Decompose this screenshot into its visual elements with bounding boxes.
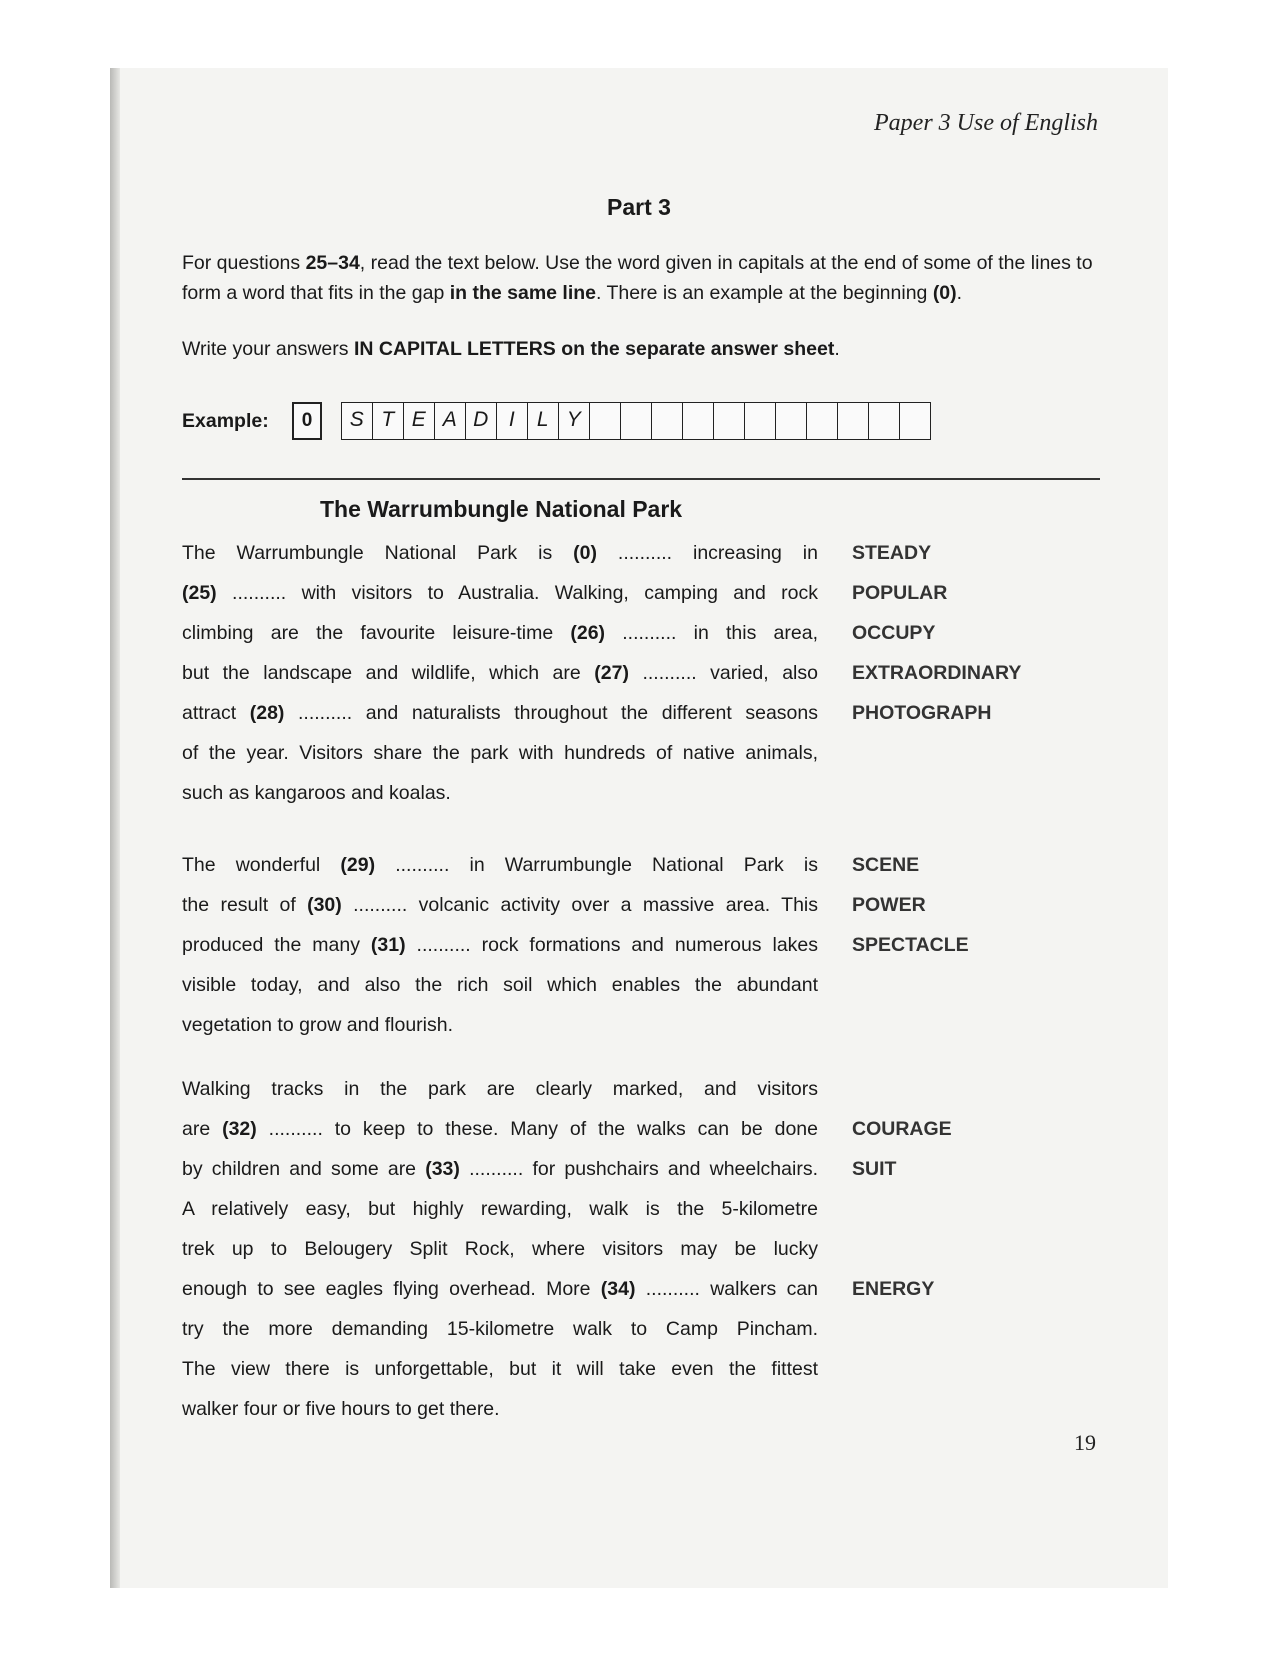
text-line bbox=[182, 578, 948, 618]
line-text bbox=[182, 1234, 818, 1264]
stem-word: OCCUPY bbox=[852, 622, 936, 644]
text-segment: .......... varied, also bbox=[628, 662, 818, 684]
example-number-box: 0 bbox=[292, 402, 322, 440]
text-segment: The Warrumbungle National Park is bbox=[182, 542, 574, 564]
text-segment: .......... rock formations and numerous lakes bbox=[405, 934, 819, 956]
text-segment: .......... and naturalists throughout the different seasons bbox=[284, 702, 818, 724]
text-segment: visible today, and also the rich soil which enables the abundant bbox=[182, 974, 818, 996]
example-letter-box bbox=[837, 402, 870, 440]
example-letter-box: T bbox=[372, 402, 405, 440]
text-segment: .......... walkers can bbox=[635, 1278, 819, 1300]
text-segment: of the year. Visitors share the park with hundreds of native animals, bbox=[182, 742, 818, 764]
text-segment: by children and some are bbox=[182, 1158, 426, 1180]
example-letter-box bbox=[713, 402, 746, 440]
example-letter-box bbox=[620, 402, 653, 440]
line-text bbox=[182, 930, 818, 960]
stem-word: STEADY bbox=[852, 542, 932, 564]
instructions-emphasis: 25–34 bbox=[305, 252, 360, 274]
text-segment: .......... increasing in bbox=[596, 542, 818, 564]
instructions bbox=[182, 248, 1102, 308]
text-line bbox=[182, 1354, 942, 1394]
text-title: The Warrumbungle National Park bbox=[320, 496, 683, 522]
text-segment: are bbox=[182, 1118, 223, 1140]
answers-note-emphasis: IN CAPITAL LETTERS on the separate answer sheet bbox=[353, 338, 835, 360]
instructions-text: , read the text below. Use the word given in capitals at the end of some of the lines to form a word that fits in the gap bbox=[182, 252, 1093, 304]
line-text bbox=[182, 738, 818, 768]
example-answer-boxes bbox=[342, 402, 931, 440]
paragraph-2 bbox=[182, 850, 969, 1050]
text-segment: .......... volcanic activity over a massive area. This bbox=[341, 894, 818, 916]
stem-word: SCENE bbox=[852, 854, 920, 876]
example-letter-box: E bbox=[403, 402, 436, 440]
text-segment: but the landscape and wildlife, which are bbox=[182, 662, 595, 684]
divider-line bbox=[182, 478, 1100, 480]
line-text bbox=[182, 538, 818, 568]
text-segment: such as kangaroos and koalas. bbox=[182, 782, 451, 804]
example-letter-box bbox=[651, 402, 684, 440]
answers-note-text: . bbox=[834, 338, 840, 360]
line-text bbox=[182, 578, 818, 608]
text-segment: walker four or five hours to get there. bbox=[182, 1398, 500, 1420]
gap-number: (0) bbox=[573, 542, 597, 564]
line-text bbox=[182, 778, 818, 808]
text-segment: attract bbox=[182, 702, 250, 724]
example-label: Example: bbox=[182, 410, 269, 432]
gap-number: (34) bbox=[600, 1278, 636, 1300]
text-line bbox=[182, 738, 942, 778]
stem-word: POPULAR bbox=[852, 582, 948, 604]
text-line bbox=[182, 658, 1022, 698]
text-line bbox=[182, 930, 969, 970]
example-letter-box bbox=[806, 402, 839, 440]
text-segment: the result of bbox=[182, 894, 308, 916]
text-segment: trek up to Belougery Split Rock, where visitors may be lucky bbox=[182, 1238, 818, 1260]
answers-note-text: Write your answers bbox=[182, 338, 354, 360]
text-segment: .......... to keep to these. Many of the walks can be done bbox=[256, 1118, 818, 1140]
paragraph-3 bbox=[182, 1074, 952, 1434]
stem-word: POWER bbox=[852, 894, 926, 916]
text-line bbox=[182, 1274, 942, 1314]
paragraph-1 bbox=[182, 538, 1022, 818]
gap-number: (28) bbox=[249, 702, 285, 724]
instructions-text: For questions bbox=[182, 252, 306, 274]
stem-word: EXTRAORDINARY bbox=[852, 662, 1022, 684]
stem-word: SPECTACLE bbox=[852, 934, 969, 956]
page-number: 19 bbox=[1074, 1430, 1096, 1455]
line-text bbox=[182, 1354, 818, 1384]
stem-word: ENERGY bbox=[852, 1278, 935, 1300]
text-line bbox=[182, 1154, 942, 1194]
line-text bbox=[182, 1154, 818, 1184]
text-line bbox=[182, 1394, 942, 1434]
gap-number: (32) bbox=[222, 1118, 257, 1140]
example-letter-box bbox=[775, 402, 808, 440]
gap-number: (26) bbox=[570, 622, 606, 644]
gap-number: (31) bbox=[370, 934, 406, 956]
text-segment: .......... in this area, bbox=[605, 622, 818, 644]
example-letter-box bbox=[589, 402, 622, 440]
page-edge-shadow bbox=[110, 68, 120, 1588]
text-line bbox=[182, 698, 992, 738]
example-letter-box bbox=[899, 402, 932, 440]
answers-note bbox=[182, 338, 1102, 361]
text-line bbox=[182, 618, 942, 658]
example-letter-box: D bbox=[465, 402, 498, 440]
part-title: Part 3 bbox=[607, 194, 671, 220]
text-segment: try the more demanding 15-kilometre walk to Camp Pincham. bbox=[182, 1318, 818, 1340]
example-letter-box: I bbox=[496, 402, 529, 440]
text-line bbox=[182, 1234, 942, 1274]
instructions-emphasis: in the same line bbox=[449, 282, 597, 304]
line-text bbox=[182, 1274, 818, 1304]
text-line bbox=[182, 890, 942, 930]
text-line bbox=[182, 778, 942, 818]
gap-number: (29) bbox=[340, 854, 376, 876]
instructions-emphasis: (0) bbox=[932, 282, 957, 304]
line-text bbox=[182, 1114, 818, 1144]
example-letter-box bbox=[744, 402, 777, 440]
exam-page bbox=[110, 68, 1168, 1588]
example-letter-box: L bbox=[527, 402, 560, 440]
text-segment: enough to see eagles flying overhead. More bbox=[182, 1278, 601, 1300]
text-segment: The wonderful bbox=[182, 854, 341, 876]
text-segment: produced the many bbox=[182, 934, 371, 956]
line-text bbox=[182, 658, 818, 688]
paper-header: Paper 3 Use of English bbox=[874, 110, 1098, 136]
gap-number: (27) bbox=[594, 662, 629, 684]
text-segment: Walking tracks in the park are clearly marked, and visitors bbox=[182, 1078, 818, 1100]
text-segment: .......... for pushchairs and wheelchairs. bbox=[459, 1158, 818, 1180]
instructions-text: . There is an example at the beginning bbox=[596, 282, 933, 304]
text-segment: .......... in Warrumbungle National Park is bbox=[375, 854, 818, 876]
stem-word: COURAGE bbox=[852, 1118, 952, 1140]
text-line bbox=[182, 1194, 942, 1234]
text-segment: vegetation to grow and flourish. bbox=[182, 1014, 454, 1036]
text-line bbox=[182, 1114, 952, 1154]
text-line bbox=[182, 1010, 942, 1050]
stem-word: PHOTOGRAPH bbox=[852, 702, 992, 724]
text-segment: .......... with visitors to Australia. Walking, camping and rock bbox=[216, 582, 818, 604]
line-text bbox=[182, 618, 818, 648]
text-line bbox=[182, 970, 942, 1010]
line-text bbox=[182, 850, 818, 880]
text-segment: The view there is unforgettable, but it will take even the fittest bbox=[182, 1358, 818, 1380]
line-text bbox=[182, 1394, 818, 1424]
example-letter-box: Y bbox=[558, 402, 591, 440]
line-text bbox=[182, 1010, 818, 1040]
line-text bbox=[182, 1194, 818, 1224]
gap-number: (30) bbox=[307, 894, 342, 916]
line-text bbox=[182, 1074, 818, 1104]
example-letter-box: S bbox=[341, 402, 374, 440]
line-text bbox=[182, 970, 818, 1000]
stem-word: SUIT bbox=[852, 1158, 897, 1180]
text-segment: climbing are the favourite leisure-time bbox=[182, 622, 571, 644]
line-text bbox=[182, 1314, 818, 1344]
example-letter-box bbox=[868, 402, 901, 440]
text-line bbox=[182, 1074, 942, 1114]
gap-number: (33) bbox=[425, 1158, 460, 1180]
example-letter-box: A bbox=[434, 402, 467, 440]
text-line bbox=[182, 1314, 942, 1354]
text-line bbox=[182, 850, 942, 890]
line-text bbox=[182, 890, 818, 920]
gap-number: (25) bbox=[182, 582, 217, 604]
text-line bbox=[182, 538, 942, 578]
text-segment: A relatively easy, but highly rewarding, walk is the 5-kilometre bbox=[182, 1198, 818, 1220]
instructions-text: . bbox=[956, 282, 963, 304]
example-letter-box bbox=[682, 402, 715, 440]
line-text bbox=[182, 698, 818, 728]
